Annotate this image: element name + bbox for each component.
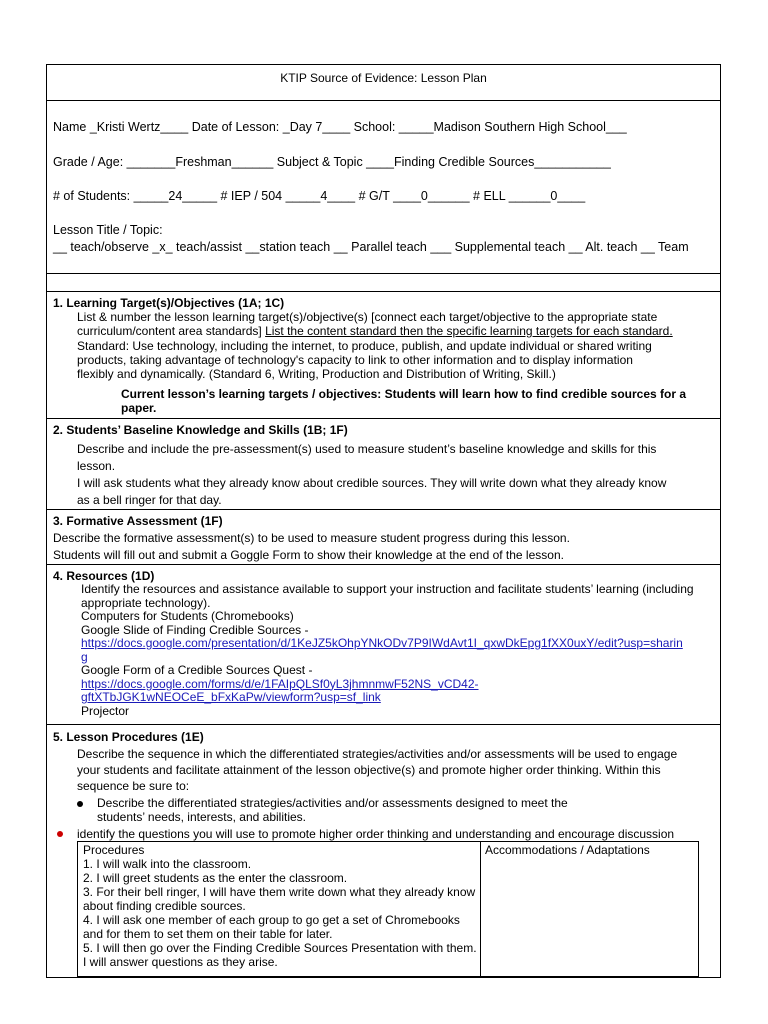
procedure-step: 2. I will greet students as the enter the classroom. [83,871,348,885]
section-5-description: Describe the sequence in which the differentiated strategies/activities and/or assessments will be used to engage your students and facilitate attainment of the lesson objective(s) and promote higher order thinking. Within this sequence be sure to: [77,747,678,793]
lesson-title-label: Lesson Title / Topic: [53,223,163,237]
section-5-heading: 5. Lesson Procedures (1E) [53,730,204,744]
section-1-heading: 1. Learning Target(s)/Objectives (1A; 1C) [53,296,285,310]
table-column-divider [480,842,481,976]
form-link-continued[interactable]: gftXTbJGK1wNEOCeE_bFxKaPw/viewform?usp=sf_link [81,690,381,704]
section-4-content: Identify the resources and assistance available to support your instruction and facilitate students’ learning (including appropriate technology). Computers for Students (Chromebooks) Google Slide of Finding Credible Sources - https://docs.google.com/presentation/d/1KeJZ5kOhpYNkODv7P9IWdAvt1I_qxwDkEpg1fXX0uxY/edit?usp=sharin g Google Form of a Credible Sources Quest - https://docs.google.com/forms/d/e/1FAIpQLSf0yL3jhmnmwF52NS_vCD42- gftXTbJGK1wNEOCeE_bFxKaPw/viewform?usp=sf_link Projector [81,582,694,718]
lesson-plan-form [46,64,721,978]
divider [47,418,720,419]
procedures-header: Procedures [83,843,145,857]
grade-subject-line: Grade / Age: _______Freshman______ Subject & Topic ____Finding Credible Sources___________ [53,155,611,169]
procedure-step: 4. I will ask one member of each group to go get a set of Chromebooks and for them to set them on their table for later. [83,913,460,941]
procedure-step: 1. I will walk into the classroom. [83,857,252,871]
form-title: KTIP Source of Evidence: Lesson Plan [280,71,487,85]
procedures-table [77,841,699,977]
form-link[interactable]: https://docs.google.com/forms/d/e/1FAIpQLSf0yL3jhmnmwF52NS_vCD42- [81,676,479,691]
resource-form: Google Form of a Credible Sources Quest - [81,663,313,677]
section-2-description: Describe and include the pre-assessment(s) used to measure student’s baseline knowledge and skills for this lesson. [77,442,657,473]
content-standard-instruction: List the content standard then the specific learning targets for each standard. [265,324,673,338]
section-3-answer: Students will fill out and submit a Goggle Form to show their knowledge at the end of the lesson. [53,548,564,562]
section-3-description: Describe the formative assessment(s) to be used to measure student progress during this lesson. [53,531,570,545]
section-3-heading: 3. Formative Assessment (1F) [53,514,223,528]
section-2-answer: I will ask students what they already know about credible sources. They will write down what they already know as a bell ringer for that day. [77,476,667,507]
divider [47,273,720,274]
procedures-column [83,843,478,969]
bullet-dot [77,801,83,807]
divider [47,509,720,510]
resource-computers: Computers for Students (Chromebooks) [81,609,294,623]
divider [47,291,720,292]
teaching-method-line: __ teach/observe _x_ teach/assist __station teach __ Parallel teach ___ Supplemental teach __ Alt. teach __ Team [53,240,689,254]
student-counts-line: # of Students: _____24_____ # IEP / 504 _____4____ # G/T ____0______ # ELL ______0____ [53,189,586,203]
procedure-step: 5. I will then go over the Finding Credible Sources Presentation with them. I will answer questions as they arise. [83,941,477,969]
divider [47,724,720,725]
section-2-heading: 2. Students’ Baseline Knowledge and Skills (1B; 1F) [53,423,348,437]
procedure-step: 3. For their bell ringer, I will have them write down what they already know about finding credible sources. [83,885,476,913]
section-4-heading: 4. Resources (1D) [53,569,155,583]
section-1-instructions: List & number the lesson learning target(s)/objective(s) [connect each target/objective to the appropriate state curriculum/content area standards] List the content standard then the specific learning targets for each standard. [77,310,673,338]
resource-projector: Projector [81,703,130,718]
section-5-bullet-2: identify the questions you will use to promote higher order thinking and understanding and encourage discussion [77,827,675,841]
divider [47,564,720,565]
slide-link-continued[interactable]: g [81,649,88,664]
slide-link[interactable]: https://docs.google.com/presentation/d/1KeJZ5kOhpYNkODv7P9IWdAvt1I_qxwDkEpg1fXX0uxY/edit?usp=sharin [81,636,683,650]
bullet-dot-red [57,831,63,837]
accommodations-header: Accommodations / Adaptations [485,843,650,857]
resource-slide: Google Slide of Finding Credible Sources - [81,622,309,637]
standard-text: Standard: Use technology, including the internet, to produce, publish, and update individual or shared writing products, taking advantage of technology's capacity to link to other information and to display information flexibly and dynamically. (Standard 6, Writing, Production and Distribution of Writing, Skill.) [77,339,652,381]
name-date-school-line: Name _Kristi Wertz____ Date of Lesson: _Day 7____ School: _____Madison Southern High School___ [53,120,627,134]
divider [47,100,720,101]
section-5-bullet-1: Describe the differentiated strategies/activities and/or assessments designed to meet the students’ needs, interests, and abilities. [97,796,568,824]
learning-targets: Current lesson’s learning targets / objectives: Students will learn how to find credible sources for a paper. [121,387,687,415]
